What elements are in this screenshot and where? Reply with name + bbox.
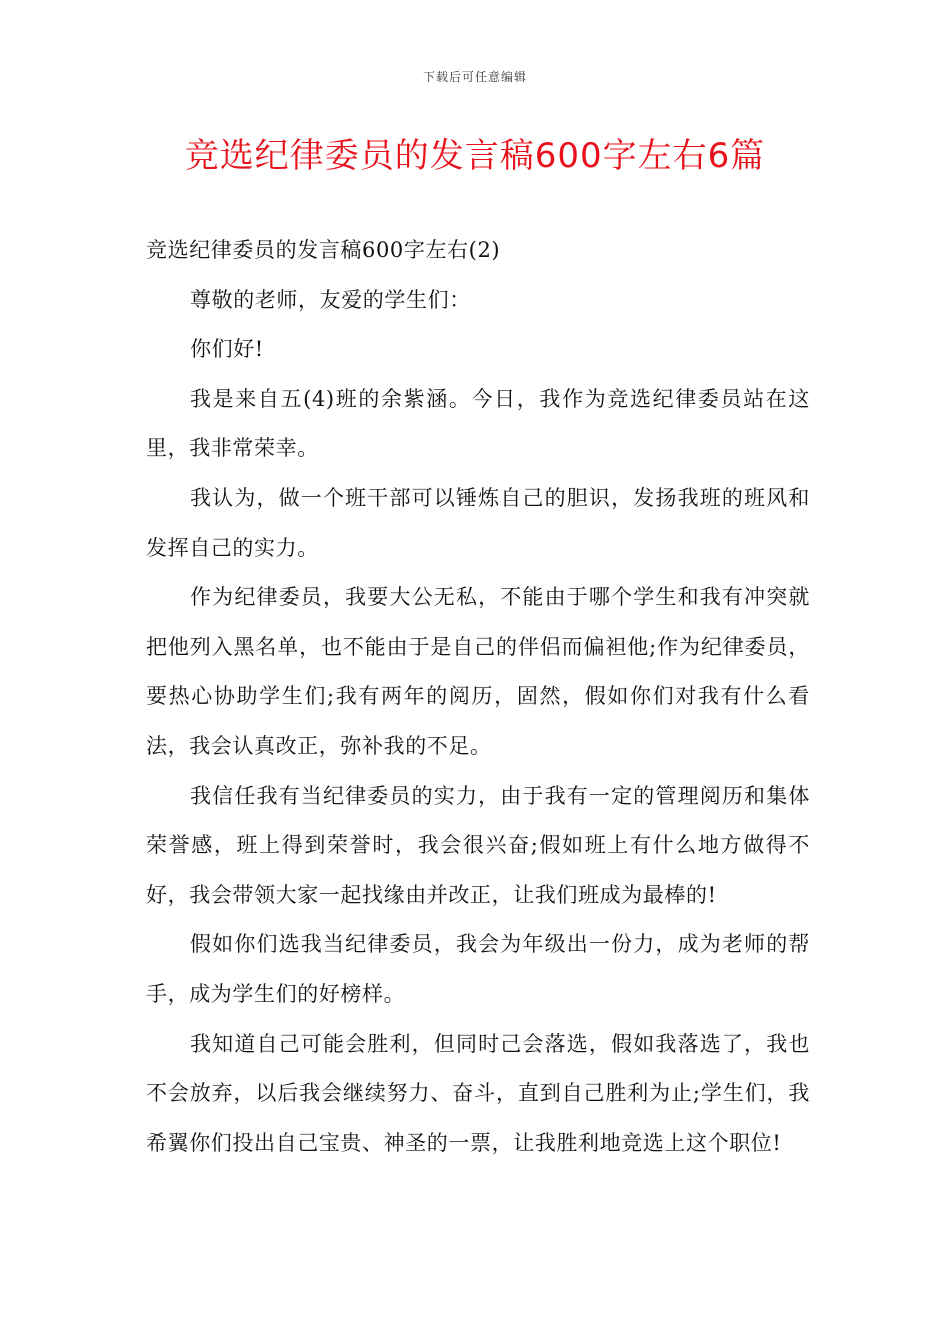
paragraph-promise: 假如你们选我当纪律委员，我会为年级出一份力，成为老师的帮手，成为学生们的好榜样。	[146, 932, 810, 1006]
document-title: 竞选纪律委员的发言稿600字左右6篇	[184, 136, 766, 176]
paragraph-motivation: 我认为，做一个班干部可以锤炼自己的胆识，发扬我班的班风和发挥自己的实力。	[146, 485, 810, 560]
header-note: 下载后可任意编辑	[422, 70, 527, 84]
paragraph-duties: 作为纪律委员，我要大公无私，不能由于哪个学生和我有冲突就把他列入黑名单，也不能由于是自己的伴侣而偏袒他;作为纪律委员，要热心协助学生们;我有两年的阅历，固然，假如你们对我有什么看法，我会认真改正，弥补我的不足。	[146, 585, 810, 758]
paragraph-introduction: 我是来自五(4)班的余紫涵。今日，我作为竞选纪律委员站在这里，我非常荣幸。	[146, 386, 810, 461]
paragraph-greeting: 尊敬的老师，友爱的学生们：	[190, 287, 471, 312]
paragraph-ability: 我信任我有当纪律委员的实力，由于我有一定的管理阅历和集体荣誉感，班上得到荣誉时，我会很兴奋;假如班上有什么地方做得不好，我会带领大家一起找缘由并改正，让我们班成为最棒的!	[146, 783, 810, 907]
section-subtitle: 竞选纪律委员的发言稿600字左右(2)	[146, 238, 501, 262]
paragraph-closing: 我知道自己可能会胜利，但同时己会落选，假如我落选了，我也不会放弃，以后我会继续努力、奋斗，直到自己胜利为止;学生们，我希翼你们投出自己宝贵、神圣的一票，让我胜利地竞选上这个职位!	[146, 1031, 810, 1155]
document-body	[146, 226, 810, 1168]
paragraph-hello: 你们好!	[190, 337, 264, 362]
